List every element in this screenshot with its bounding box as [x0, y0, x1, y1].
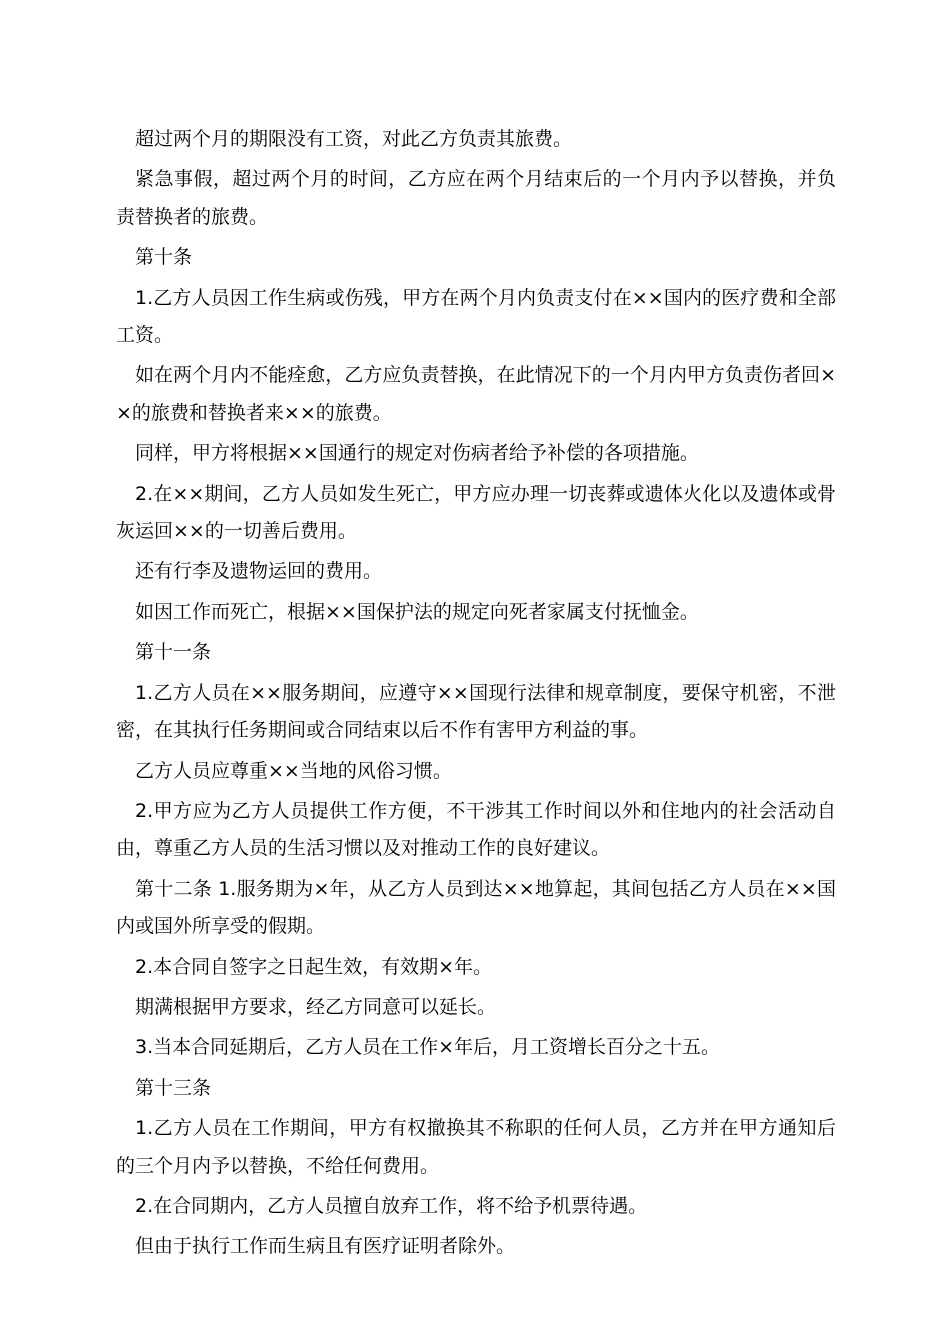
- paragraph: 还有行李及遗物运回的费用。: [135, 560, 383, 583]
- article-heading: 第十条: [135, 246, 193, 269]
- paragraph: 3.当本合同延期后，乙方人员在工作×年后，月工资增长百分之十五。: [135, 1036, 721, 1059]
- paragraph: 同样，甲方将根据××国通行的规定对伤病者给予补偿的各项措施。: [135, 442, 699, 465]
- paragraph: 乙方人员应尊重××当地的风俗习惯。: [135, 759, 452, 782]
- paragraph: 如因工作而死亡，根据××国保护法的规定向死者家属支付抚恤金。: [135, 600, 699, 623]
- paragraph: 1.乙方人员在××服务期间，应遵守××国现行法律和规章制度，要保守机密，不泄密，在其执行任务期间或合同结束以后不作有害甲方利益的事。: [116, 681, 836, 742]
- paragraph: 2.在合同期内，乙方人员擅自放弃工作，将不给予机票待遇。: [135, 1194, 648, 1217]
- paragraph: 2.甲方应为乙方人员提供工作方便，不干涉其工作时间以外和住地内的社会活动自由，尊重乙方人员的生活习惯以及对推动工作的良好建议。: [116, 799, 836, 860]
- paragraph: 1.乙方人员因工作生病或伤残，甲方在两个月内负责支付在××国内的医疗费和全部工资。: [116, 286, 836, 347]
- paragraph: 紧急事假，超过两个月的时间，乙方应在两个月结束后的一个月内予以替换，并负责替换者的旅费。: [116, 168, 836, 228]
- paragraph: 第十二条 1.服务期为×年，从乙方人员到达××地算起，其间包括乙方人员在××国内或国外所享受的假期。: [116, 877, 836, 938]
- document-body: [116, 121, 836, 1269]
- paragraph: 2.本合同自签字之日起生效，有效期×年。: [135, 955, 493, 978]
- article-heading: 第十三条: [135, 1076, 212, 1099]
- article-heading: 第十一条: [135, 641, 212, 664]
- paragraph: 超过两个月的期限没有工资，对此乙方负责其旅费。: [135, 128, 573, 150]
- paragraph: 但由于执行工作而生病且有医疗证明者除外。: [135, 1235, 516, 1258]
- paragraph: 期满根据甲方要求，经乙方同意可以延长。: [135, 995, 497, 1018]
- paragraph: 2.在××期间，乙方人员如发生死亡，甲方应办理一切丧葬或遗体火化以及遗体或骨灰运回××的一切善后费用。: [116, 482, 836, 543]
- paragraph: 1.乙方人员在工作期间，甲方有权撤换其不称职的任何人员，乙方并在甲方通知后的三个月内予以替换，不给任何费用。: [116, 1117, 836, 1177]
- paragraph: 如在两个月内不能痊愈，乙方应负责替换，在此情况下的一个月内甲方负责伤者回××的旅费和替换者来××的旅费。: [116, 364, 836, 424]
